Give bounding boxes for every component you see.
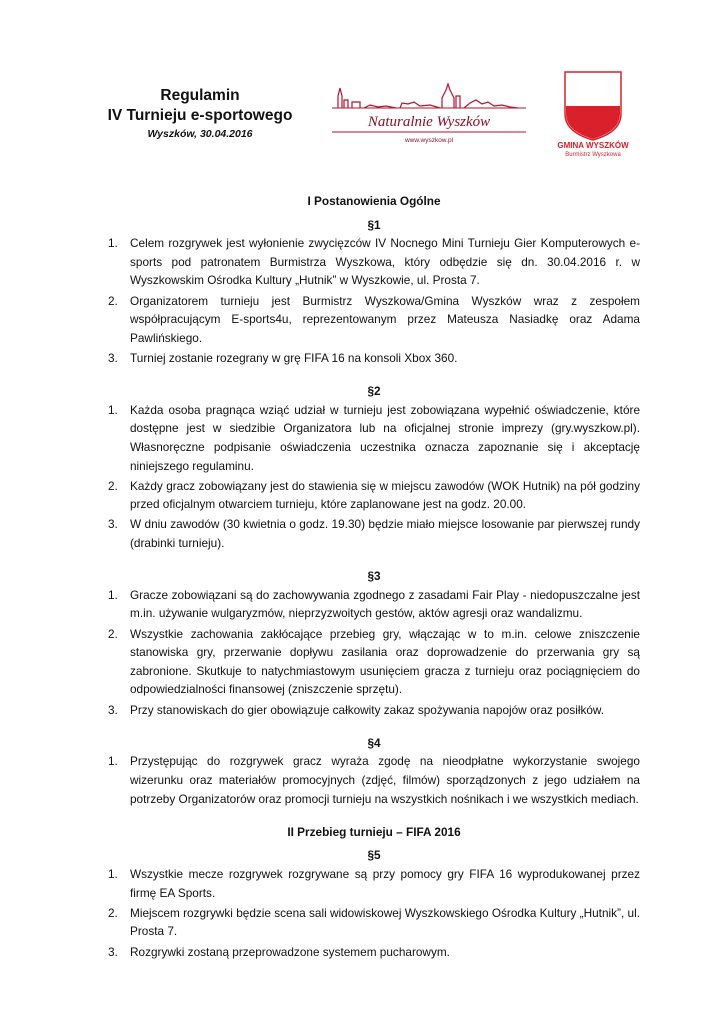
list-item: 2. Miejscem rozgrywki będzie scena sali widowiskowej Wyszkowskiego Ośrodka Kultury „Hutnik”, ul. Prosta 7. — [108, 905, 640, 939]
naturalnie-wyszkow-logo — [330, 76, 528, 148]
list-item: 3. Przy stanowiskach do gier obowiązuje całkowity zakaz spożywania napojów oraz posiłków. — [108, 702, 605, 717]
paragraph-label: §3 — [367, 569, 381, 584]
gmina-wyszkow-logo — [553, 70, 633, 158]
paragraph-list — [108, 586, 640, 719]
document-subtitle: Wyszków, 30.04.2016 — [147, 128, 253, 140]
document-header — [100, 86, 300, 142]
logo-url: www.wyszkow.pl — [404, 137, 454, 144]
paragraph-list — [108, 752, 640, 808]
gmina-subtitle: Burmistrz Wyszkowa — [565, 152, 621, 158]
list-item: 1. Wszystkie mecze rozgrywek rozgrywane są przy pomocy gry FIFA 16 wyprodukowanej przez firmę EA Sports. — [108, 866, 640, 900]
list-item: 1. Gracze zobowiązani są do zachowywania zgodnego z zasadami Fair Play - niedopuszczalne jest m.in. używanie wulgaryzmów, nieprzyzwoitych gestów, aktów agresji oraz wandalizmu. — [108, 587, 640, 621]
gmina-name: GMINA WYSZKÓW — [557, 141, 629, 150]
paragraph-list — [108, 234, 640, 367]
paragraph-label: §2 — [367, 384, 381, 399]
paragraph-list — [108, 401, 640, 553]
list-item: 3. Turniej zostanie rozegrany w grę FIFA 16 na konsoli Xbox 360. — [108, 350, 458, 365]
logo-text: Naturalnie Wyszków — [367, 114, 491, 130]
document-body — [108, 192, 640, 963]
list-item: 1. Każda osoba pragnąca wziąć udział w turnieju jest zobowiązana wypełnić oświadczenie, które dostępne jest w siedzibie Organizatora lub na oficjalnej stronie imprezy (gry.wyszkow.pl). Własnoręczne podpisanie oświadczenia uczestnika oznacza zapoznanie się i akceptację niniejszego regulaminu. — [108, 402, 640, 473]
list-item: 2. Organizatorem turnieju jest Burmistrz Wyszkowa/Gmina Wyszków wraz z zespołem współpracującym E-sports4u, reprezentowanym przez Mateusza Nasiadkę oraz Adama Pawlińskiego. — [108, 293, 640, 345]
list-item: 3. Rozgrywki zostaną przeprowadzone systemem pucharowym. — [108, 944, 450, 959]
list-item: 1. Celem rozgrywek jest wyłonienie zwycięzców IV Nocnego Mini Turnieju Gier Komputerowych e-sports pod patronatem Burmistrza Wyszkowa, który odbędzie się dn. 30.04.2016 r. w Wyszkowskim Ośrodka Kultury „Hutnik” w Wyszkowie, ul. Prosta 7. — [108, 236, 640, 288]
list-item: 2. Każdy gracz zobowiązany jest do stawienia się w miejscu zawodów (WOK Hutnik) na pół godziny przed oficjalnym otwarciem turnieju, które zaplanowane jest na godz. 20.00. — [108, 478, 640, 512]
paragraph-label: §1 — [367, 217, 381, 232]
paragraph-label: §4 — [367, 735, 381, 750]
list-item: 1. Przystępując do rozgrywek gracz wyraża zgodę na nieodpłatne wykorzystanie swojego wizerunku oraz materiałów promocyjnych (zdjęć, filmów) sporządzonych z jego udziałem na potrzeby Organizatorów oraz promocji turnieju na wszystkich nośnikach i we wszystkich mediach. — [108, 754, 640, 806]
document-title-line2: IV Turnieju e-sportowego — [107, 107, 293, 124]
section-title: II Przebieg turnieju – FIFA 2016 — [287, 824, 461, 839]
section-title: I Postanowienia Ogólne — [307, 194, 441, 208]
document-title: Regulamin — [160, 87, 240, 104]
coat-of-arms-icon — [553, 70, 633, 158]
list-item: 2. Wszystkie zachowania zakłócające przebieg gry, włączając w to m.in. celowe zniszczenie stanowiska gry, przerwanie dopływu zasilania oraz doprowadzenie do przerwania gry są zabronione. Skutkuje to natychmiastowym usunięciem gracza z turnieju oraz pociągnięciem do odpowiedzialności finansowej (zniszczenie sprzętu). — [108, 626, 640, 697]
list-item: 3. W dniu zawodów (30 kwietnia o godz. 19.30) będzie miało miejsce losowanie par pierwszej rundy (drabinki turnieju). — [108, 517, 640, 551]
paragraph-label: §5 — [367, 848, 381, 863]
city-skyline-icon — [330, 76, 528, 148]
paragraph-list — [108, 865, 640, 961]
